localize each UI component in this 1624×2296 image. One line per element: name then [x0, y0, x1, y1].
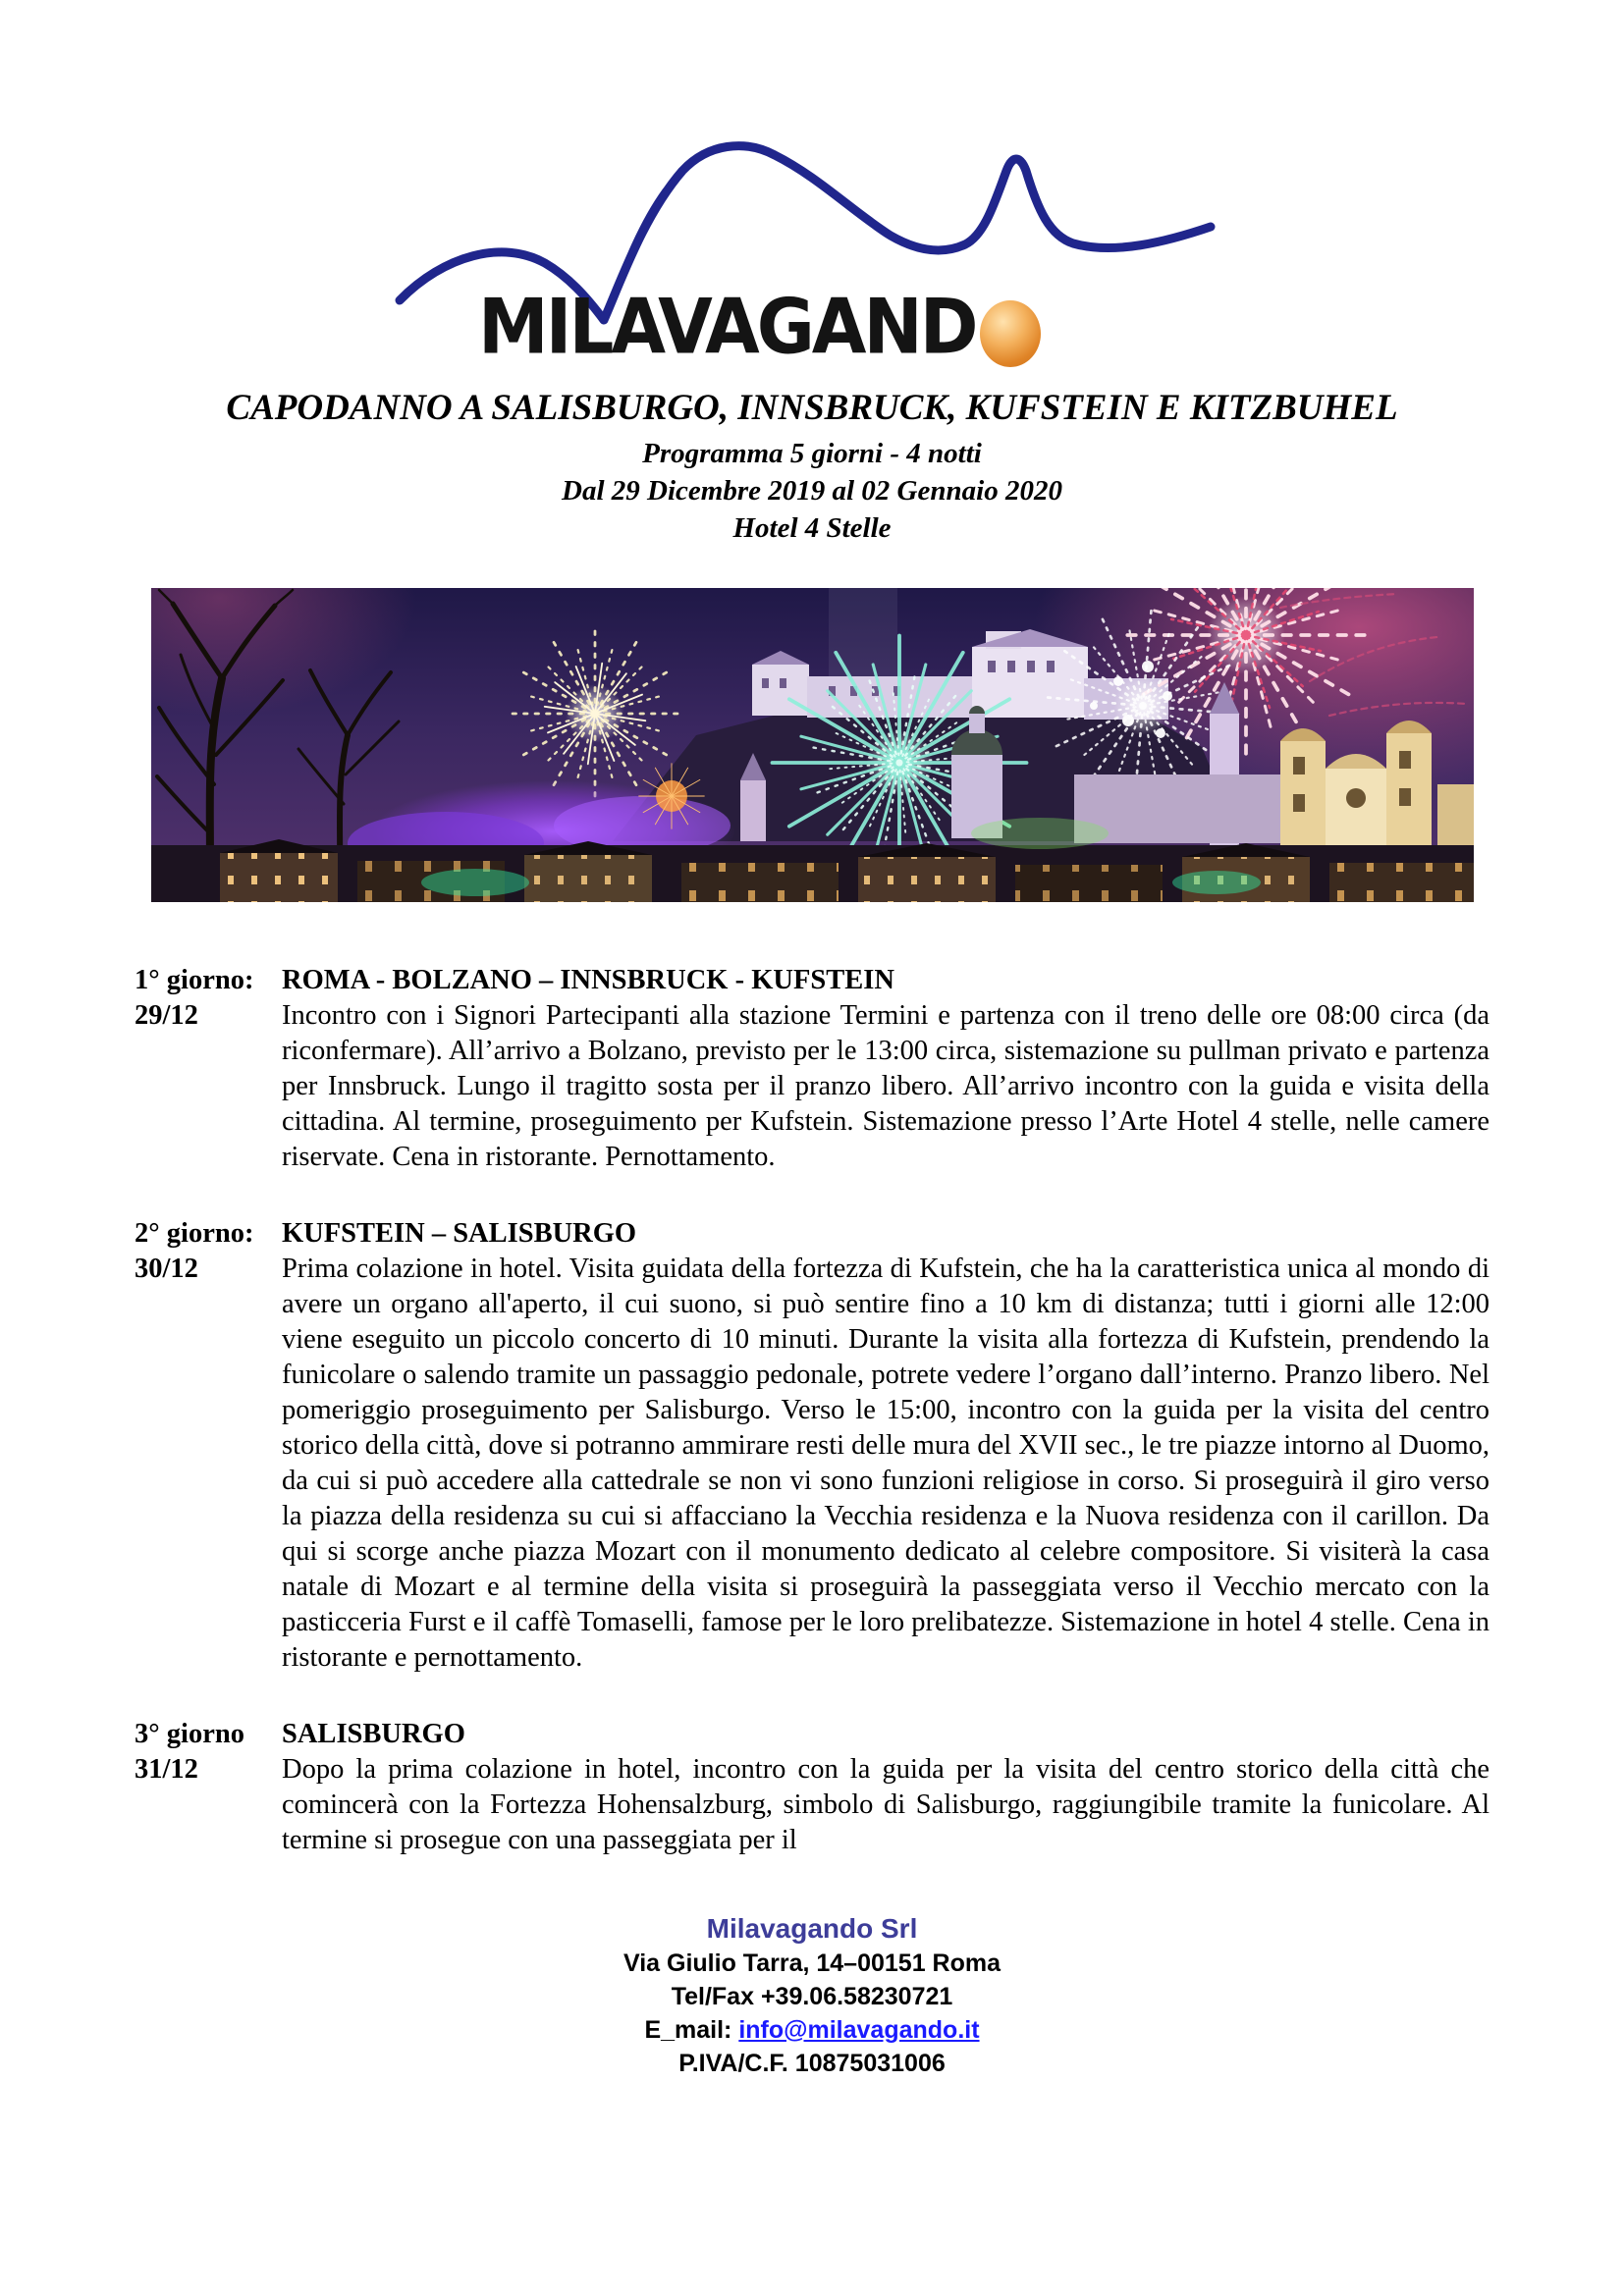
day-date: 30/12 [135, 1254, 198, 1284]
footer-email-link[interactable]: info@milavagando.it [738, 2016, 980, 2044]
footer-email-label: E_mail: [644, 2016, 739, 2044]
day-heading: KUFSTEIN – SALISBURGO [282, 1218, 637, 1249]
itinerary-day-1 [135, 963, 1489, 1175]
logo [380, 126, 1244, 371]
itinerary-day-3 [135, 1717, 1489, 1858]
footer-email-line [0, 2013, 1624, 2047]
subtitle-hotel: Hotel 4 Stelle [732, 512, 892, 544]
hero-photo [151, 588, 1474, 902]
itinerary [135, 963, 1489, 1858]
day-body: Prima colazione in hotel. Visita guidata della fortezza di Kufstein, che ha la caratteristica unica al mondo di avere un organo all'aperto, il cui suono, si può sentire fino a 10 km di distanza; tutti i giorni alle 12:00 viene eseguito un piccolo concerto di 10 minuti. Durante la visita alla fortezza di Kufstein, prendendo la funicolare o salendo tramite un passaggio pedonale, potrete vedere l’organo dall’interno. Pranzo libero. Nel pomeriggio proseguimento per Salisburgo. Verso le 15:00, incontro con la guida per la visita del centro storico della città, dove si potranno ammirare resti delle mura del XVII sec., le tre piazze intorno al Duomo, da cui si può accedere alla cattedrale se non vi sono funzioni religiose in corso. Si proseguirà il giro verso la piazza della residenza su cui si affacciano la Vecchia residenza e la Nuova residenza con il carillon. Da qui si scorge anche piazza Mozart con il monumento dedicato al celebre compositore. Si visiterà la casa natale di Mozart e al termine della visita si proseguirà la passeggiata verso il Vecchio mercato con la pasticceria Furst e il caffè Tomaselli, famose per le loro prelibatezze. Sistemazione in hotel 4 stelle. Cena in ristorante e pernottamento. [282, 1254, 1489, 1673]
day-body: Incontro con i Signori Partecipanti alla stazione Termini e partenza con il treno delle ore 08:00 circa (da riconfermare). All’arrivo a Bolzano, previsto per le 13:00 circa, sistemazione su pullman privato e partenza per Innsbruck. Lungo il tragitto sosta per il pranzo libero. All’arrivo incontro con la guida e visita della cittadina. Al termine, proseguimento per Kufstein. Sistemazione presso l’Arte Hotel 4 stelle, nelle camere riservate. Cena in ristorante. Pernottamento. [282, 1000, 1489, 1172]
subtitle-program: Programma 5 giorni - 4 notti [642, 438, 982, 469]
day-label: 1° giorno: [135, 965, 254, 995]
day-body: Dopo la prima colazione in hotel, incontro con la guida per la visita del centro storico della città che comincerà con la Fortezza Hohensalzburg, simbolo di Salisburgo, raggiungibile tramite la funicolare. Al termine si prosegue con una passeggiata per il [282, 1754, 1489, 1855]
footer-company-name: Milavagando Srl [706, 1913, 918, 1944]
subtitle-dates: Dal 29 Dicembre 2019 al 02 Gennaio 2020 [562, 475, 1062, 507]
day-label: 3° giorno [135, 1719, 244, 1749]
logo-sun-icon [980, 300, 1041, 367]
day-heading: SALISBURGO [282, 1719, 465, 1749]
day-label: 2° giorno: [135, 1218, 254, 1249]
footer [0, 1911, 1624, 2080]
page-title: CAPODANNO A SALISBURGO, INNSBRUCK, KUFSTEIN E KITZBUHEL [226, 388, 1398, 428]
logo-wordmark: MILAVAGAND [478, 282, 976, 371]
day-heading: ROMA - BOLZANO – INNSBRUCK - KUFSTEIN [282, 965, 894, 995]
footer-address: Via Giulio Tarra, 14–00151 Roma [623, 1949, 1001, 1977]
footer-piva: P.IVA/C.F. 10875031006 [678, 2050, 946, 2077]
day-date: 29/12 [135, 1000, 198, 1031]
footer-phone: Tel/Fax +39.06.58230721 [671, 1983, 953, 2010]
itinerary-day-2 [135, 1216, 1489, 1676]
day-date: 31/12 [135, 1754, 198, 1785]
